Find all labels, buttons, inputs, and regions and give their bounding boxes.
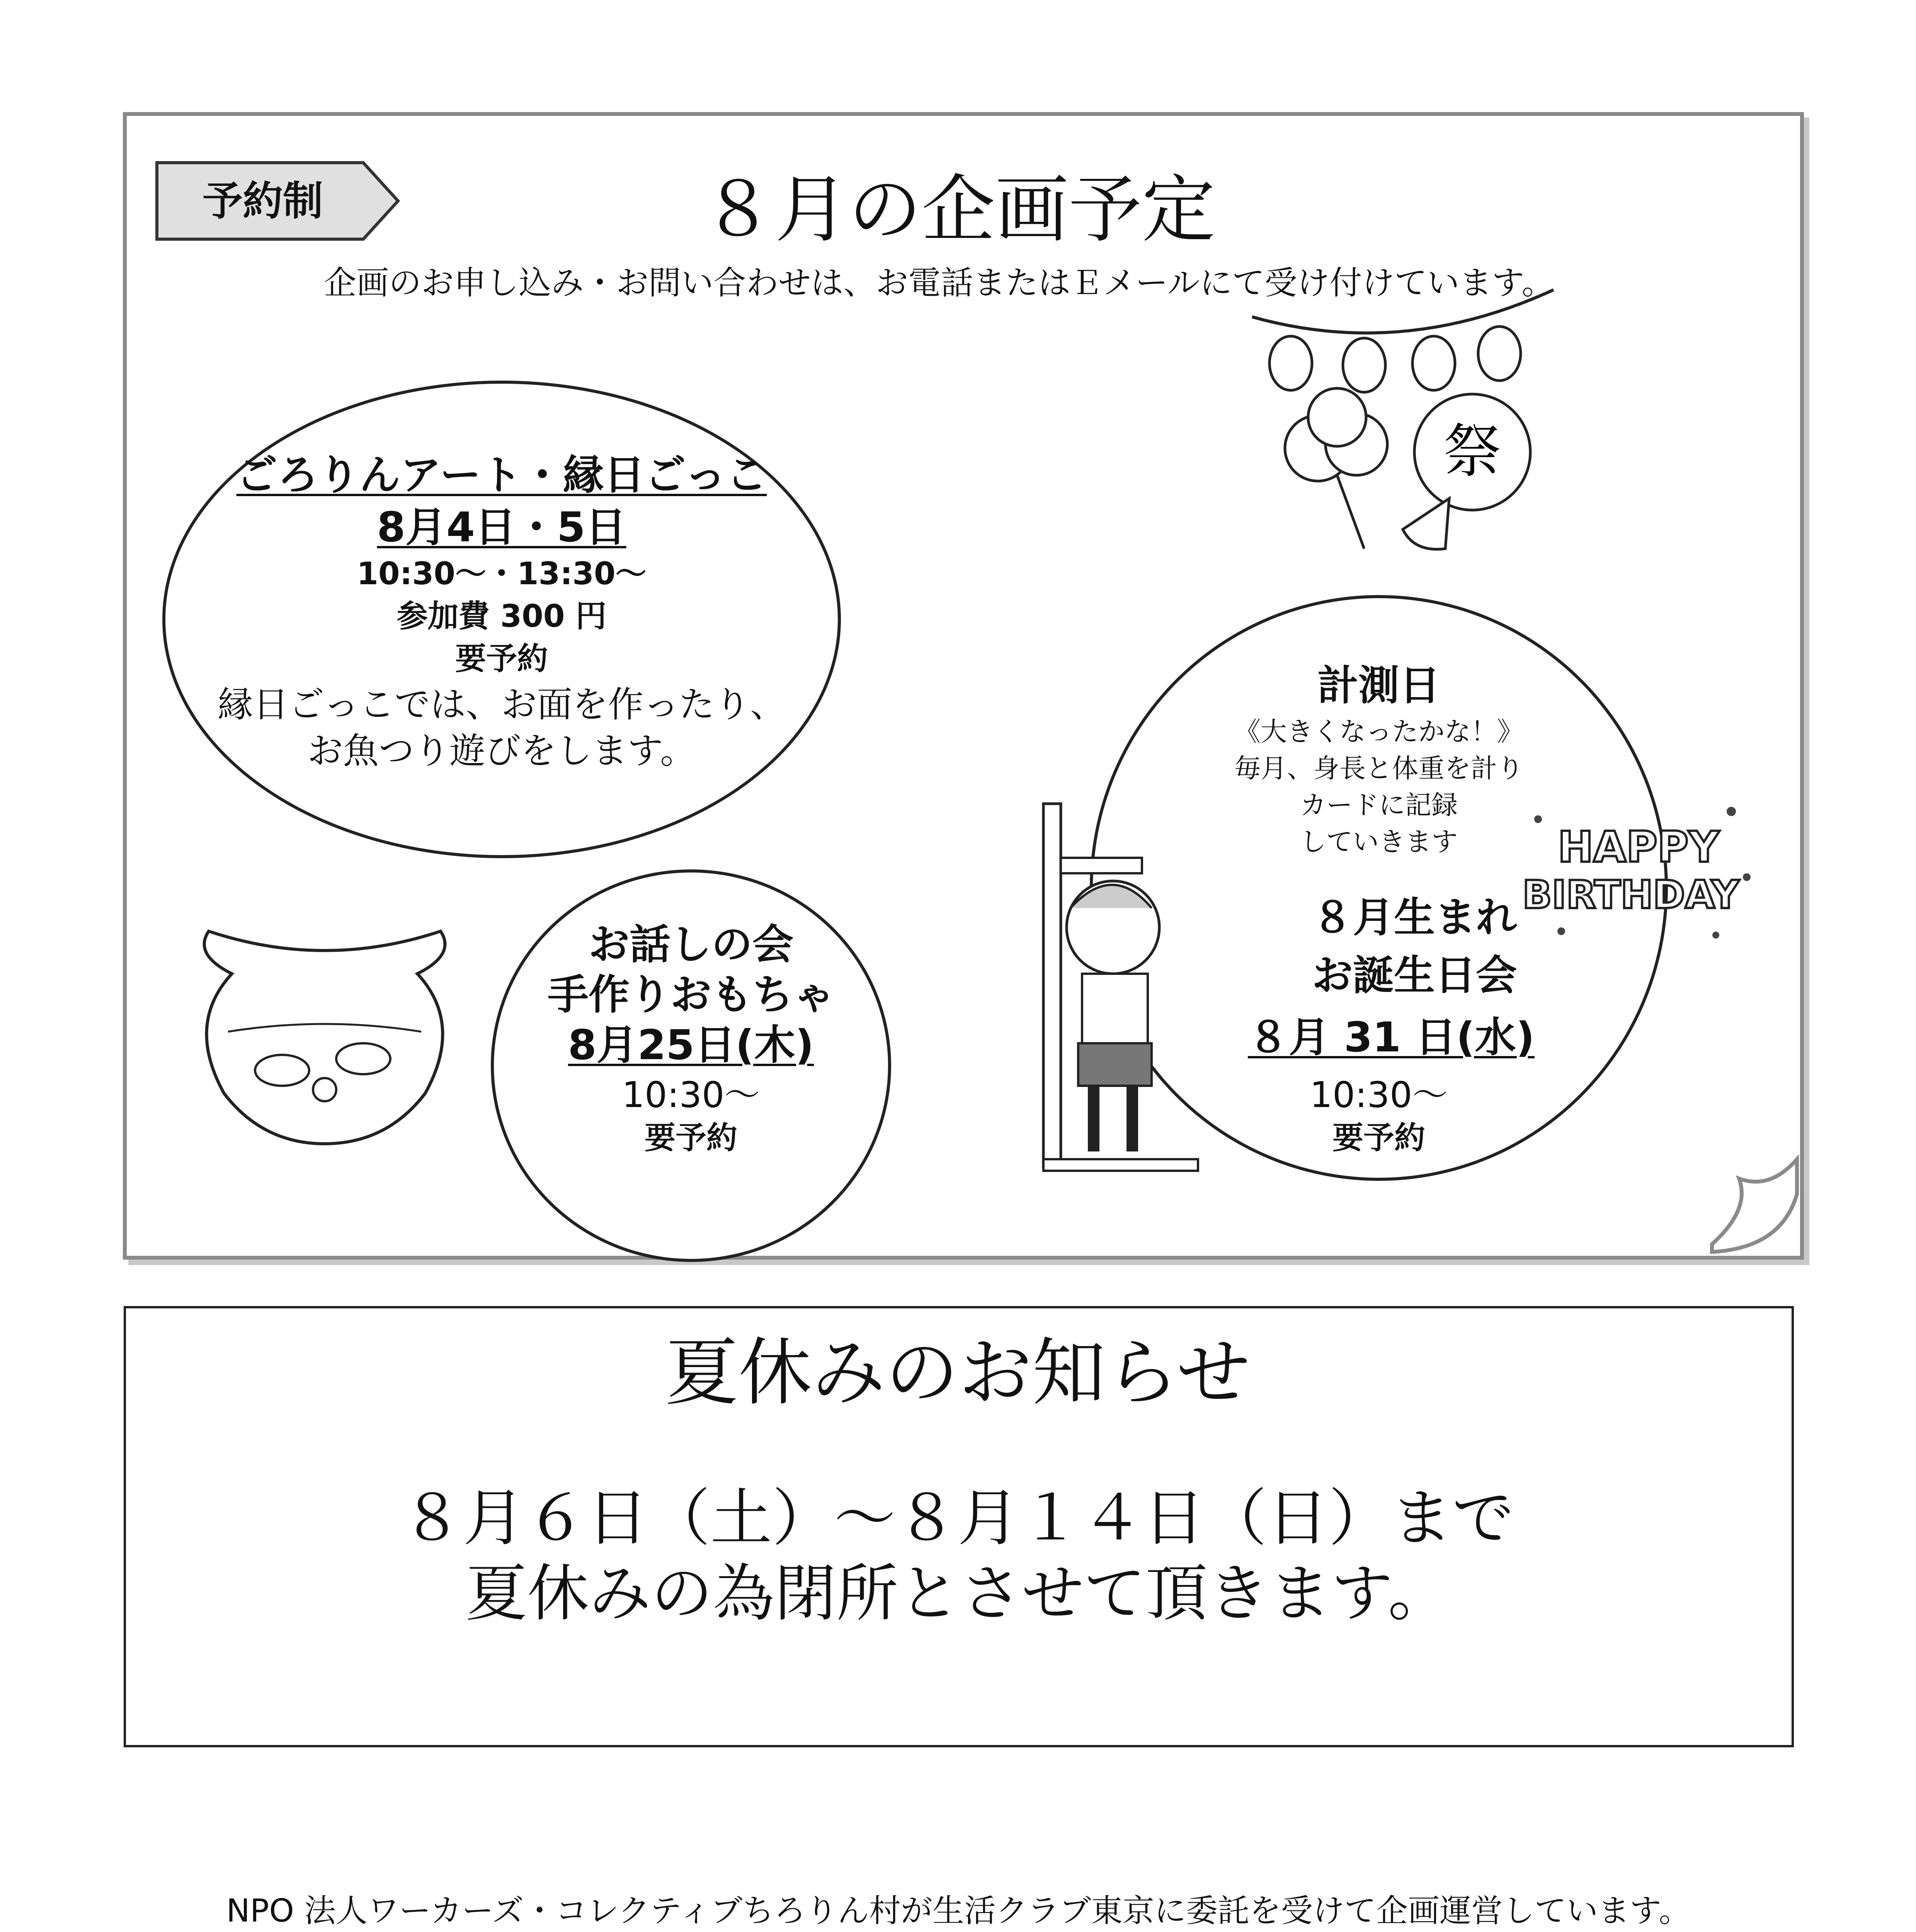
event1-reservation: 要予約: [455, 641, 548, 677]
holiday-title: 夏休みのお知らせ: [665, 1330, 1251, 1415]
event3-desc-line2: カードに記録: [1300, 790, 1458, 821]
goldfish-bowl-illustration: [185, 908, 464, 1148]
event2-title-line1: お話しの会: [589, 921, 793, 968]
intro-text: 企画のお申し込み・お問い合わせは、お電話またはＥメールにて受け付けています。: [324, 264, 1554, 302]
festival-illustration: [1248, 282, 1557, 560]
svg-text:祭: 祭: [1443, 418, 1502, 485]
reservation-tag: 予約制: [202, 177, 323, 224]
event2-title-line2: 手作りおもちゃ: [548, 971, 834, 1019]
svg-text:BIRTHDAY: BIRTHDAY: [1522, 872, 1739, 917]
holiday-message: 夏休みの為閉所とさせて頂きます。: [465, 1557, 1450, 1629]
event3-reservation: 要予約: [1332, 1120, 1425, 1156]
event1-desc-line1: 縁日ごっこでは、お面を作ったり、: [217, 684, 786, 725]
event3-desc-line1: 毎月、身長と体重を計り: [1234, 753, 1523, 784]
svg-text:HAPPY: HAPPY: [1557, 822, 1720, 872]
event2-date: 8月25日(木): [568, 1021, 814, 1069]
event1-date: 8月4日・5日: [377, 503, 626, 551]
event2-time: 10:30～: [622, 1074, 760, 1116]
happy-birthday-illustration: [1515, 788, 1762, 951]
event3-desc-line3: していきます: [1300, 827, 1458, 857]
event3-subtitle: 《大きくなったかな！》: [1234, 717, 1523, 747]
child-height-measure-illustration: [1036, 796, 1206, 1175]
event2-reservation: 要予約: [645, 1120, 737, 1156]
holiday-dates: ８月６日（土）～８月１４日（日）まで: [401, 1482, 1514, 1554]
event1-time: 10:30～・13:30～: [357, 556, 647, 592]
event3-title2-line2: お誕生日会: [1312, 952, 1517, 999]
event1-desc-line2: お魚つり遊びをします。: [307, 730, 696, 772]
event3-title2-line1: ８月生まれ: [1312, 894, 1517, 941]
page-curl-icon: [1704, 1151, 1805, 1260]
npo-statement: NPO 法人ワーカーズ・コレクティブちろりん村が生活クラブ東京に委託を受けて企画運営しています。: [226, 1893, 1691, 1929]
event3-date: ８月 31 日(水): [1247, 1014, 1535, 1061]
event1-fee: 参加費 300 円: [396, 598, 607, 634]
event1-title: ごろりんアート・縁日ごっこ: [236, 451, 767, 499]
page-title: ８月の企画予定: [701, 167, 1215, 252]
event3-title: 計測日: [1317, 662, 1440, 709]
event3-time: 10:30～: [1310, 1074, 1448, 1116]
